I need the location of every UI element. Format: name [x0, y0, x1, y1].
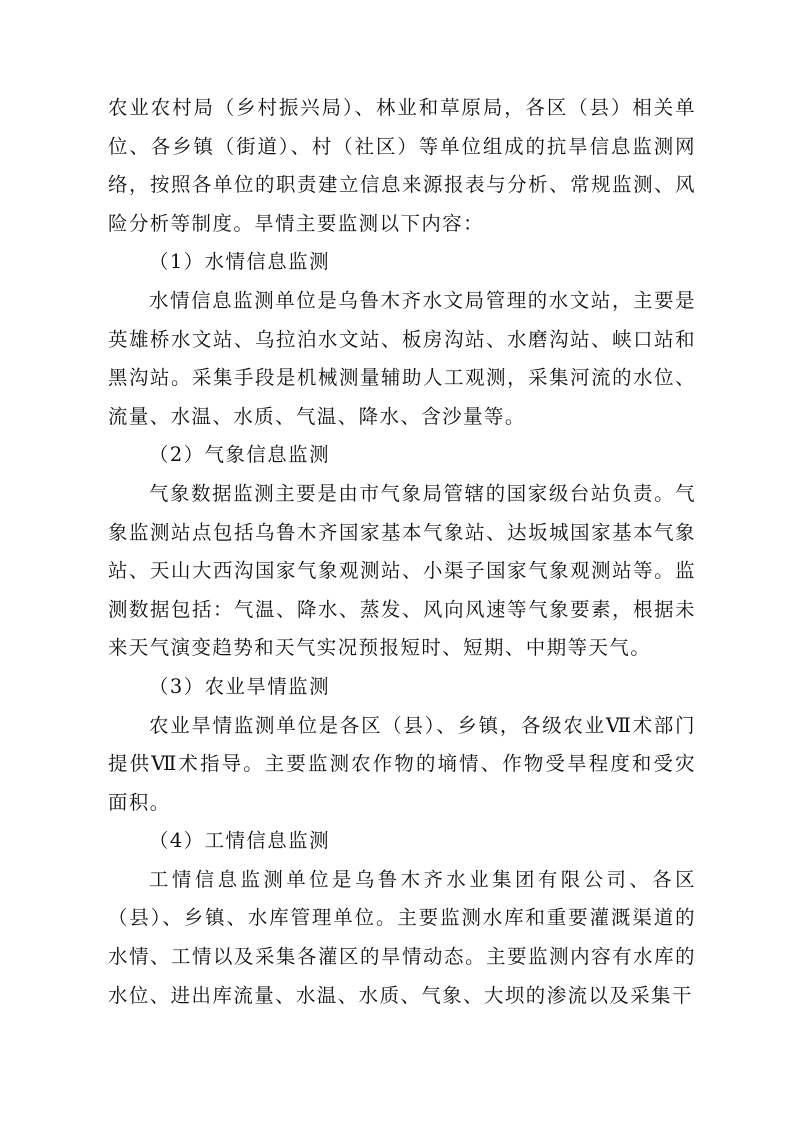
heading-agricultural-drought-monitoring: （3）农业旱情监测: [149, 674, 330, 698]
document-body: [108, 89, 696, 1015]
paragraph-monitoring-network: 农业农村局（乡村振兴局）、林业和草原局，各区（县）相关单位、各乡镇（街道）、村（社区）等单位组成的抗旱信息监测网络，按照各单位的职责建立信息来源报表与分析、常规监测、风险分析等制度。旱情主要监测以下内容：: [108, 96, 696, 235]
paragraph-weather-info-monitoring: 气象数据监测主要是由市气象局管辖的国家级台站负责。气象监测站点包括乌鲁木齐国家基本气象站、达坂城国家基本气象站、天山大西沟国家气象观测站、小渠子国家气象观测站等。监测数据包括：气温、降水、蒸发、风向风速等气象要素，根据未来天气演变趋势和天气实况预报短时、短期、中期等天气。: [108, 481, 696, 660]
heading-engineering-info-monitoring: （4）工情信息监测: [149, 829, 330, 853]
heading-weather-info-monitoring: （2）气象信息监测: [149, 443, 330, 467]
paragraph-agricultural-drought-monitoring: 农业旱情监测单位是各区（县）、乡镇，各级农业Ⅶ术部门提供Ⅶ术指导。主要监测农作物的墒情、作物受旱程度和受灾面积。: [108, 713, 696, 814]
heading-water-info-monitoring: （1）水情信息监测: [149, 250, 330, 274]
paragraph-water-info-monitoring: 水情信息监测单位是乌鲁木齐水文局管理的水文站，主要是英雄桥水文站、乌拉泊水文站、板房沟站、水磨沟站、峡口站和黑沟站。采集手段是机械测量辅助人工观测，采集河流的水位、流量、水温、水质、气温、降水、含沙量等。: [108, 288, 696, 428]
paragraph-engineering-info-monitoring: 工情信息监测单位是乌鲁木齐水业集团有限公司、各区（县）、乡镇、水库管理单位。主要监测水库和重要灌溉渠道的水情、工情以及采集各灌区的旱情动态。主要监测内容有水库的水位、进出库流量、水温、水质、气象、大坝的渗流以及采集干: [108, 867, 696, 1007]
